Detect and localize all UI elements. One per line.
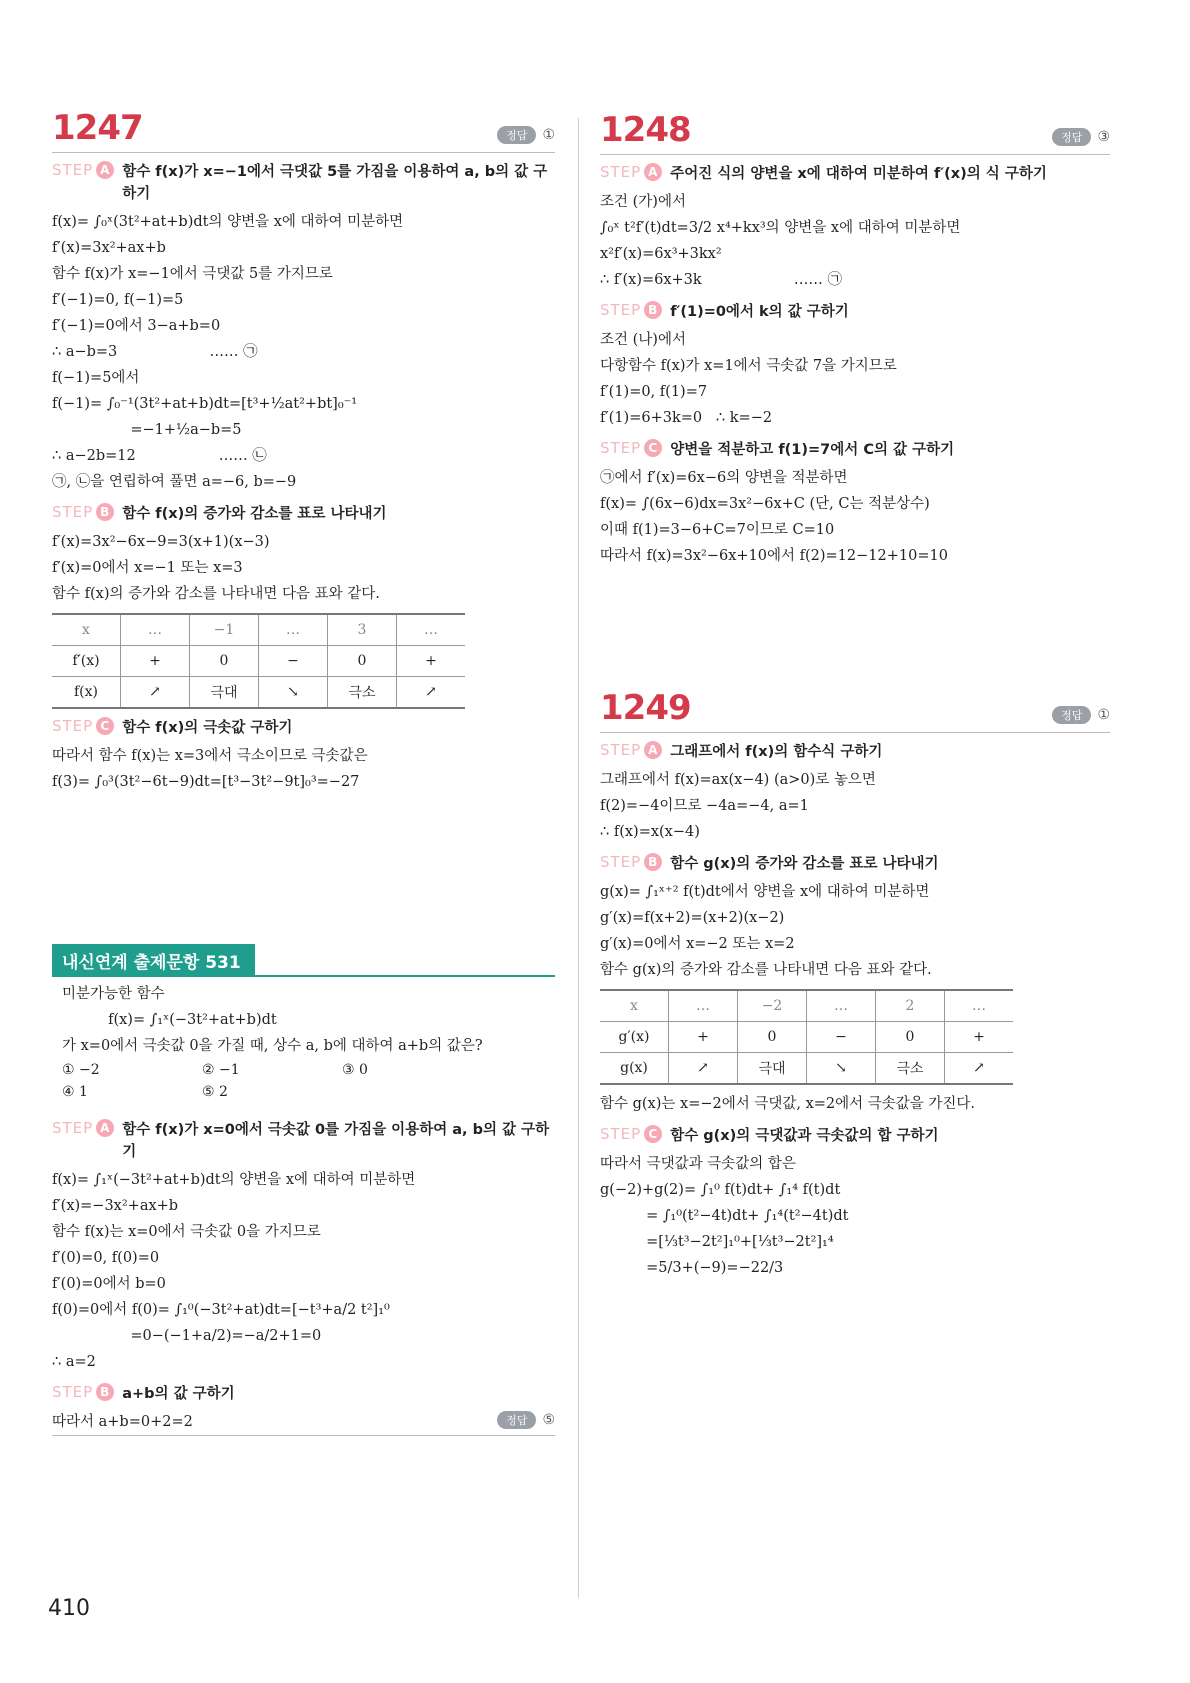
solution-line: 그래프에서 f(x)=ax(x−4) (a>0)로 놓으면 [600, 772, 876, 788]
table-row [52, 677, 465, 709]
step-a [600, 741, 1110, 763]
solution-line: f′(x)=0에서 x=−1 또는 x=3 [52, 560, 243, 576]
solution-line: =−1+½a−b=5 [52, 422, 242, 438]
solution-line: = ∫₁⁰(t²−4t)dt+ ∫₁⁴(t²−4t)dt [600, 1208, 849, 1224]
step-c-title: 함수 g(x)의 극댓값과 극솟값의 합 구하기 [670, 1128, 939, 1144]
solution-line: f(x)= ∫(6x−6)dx=3x²−6x+C (단, C는 적분상수) [600, 496, 930, 512]
table-cell: + [397, 646, 466, 677]
solution-line: ∴ f(x)=x(x−4) [600, 824, 700, 840]
step-b-title: f′(1)=0에서 k의 값 구하기 [670, 304, 849, 320]
solution-line: 따라서 f(x)=3x²−6x+10에서 f(2)=12−12+10=10 [600, 548, 948, 564]
step-c-tag: STEP C [600, 439, 662, 457]
table-cell: − [807, 1022, 876, 1053]
choice: ⑤ 2 [202, 1084, 228, 1100]
answer-value: ① [542, 127, 555, 143]
step-b [600, 301, 1110, 323]
problem-header [52, 108, 555, 153]
table-cell: 3 [328, 614, 397, 646]
table-cell: 극소 [876, 1053, 945, 1085]
question-line: f(x)= ∫₁ˣ(−3t²+at+b)dt [62, 1012, 277, 1028]
solution-line: f(2)=−4이므로 −4a=−4, a=1 [600, 798, 809, 814]
solution-line: f(0)=0에서 f(0)= ∫₁⁰(−3t²+at)dt=[−t³+a/2 t²]₁⁰ [52, 1302, 390, 1318]
table-cell: −1 [190, 614, 259, 646]
problem-number: 1249 [600, 688, 691, 728]
step-a [52, 161, 555, 205]
solution-line: 조건 (가)에서 [600, 194, 686, 210]
answer-value: ③ [1097, 129, 1110, 145]
solution-line: =5/3+(−9)=−22/3 [600, 1260, 784, 1276]
table-cell: g′(x) [600, 1022, 669, 1053]
answer-value: ⑤ [542, 1412, 555, 1428]
solution-line: 따라서 함수 f(x)는 x=3에서 극소이므로 극솟값은 [52, 748, 368, 764]
table-cell: 0 [328, 646, 397, 677]
solution-line: f′(−1)=0, f(−1)=5 [52, 292, 184, 308]
step-a-tag: STEP A [600, 163, 662, 181]
table-cell: … [669, 990, 738, 1022]
solution-line: f′(x)=3x²−6x−9=3(x+1)(x−3) [52, 534, 270, 550]
problem-1248 [600, 110, 1110, 569]
step-b-tag: STEP B [52, 1383, 114, 1401]
solution-line: ㉠에서 f′(x)=6x−6의 양변을 적분하면 [600, 470, 848, 486]
step-a-tag: STEP A [52, 161, 114, 179]
table-cell: … [807, 990, 876, 1022]
solution-line: 함수 f(x)가 x=−1에서 극댓값 5를 가지므로 [52, 266, 333, 282]
step-b-tag: STEP B [52, 503, 114, 521]
solution-line: g(x)= ∫₁ˣ⁺² f(t)dt에서 양변을 x에 대하여 미분하면 [600, 884, 930, 900]
solution-line: 함수 g(x)의 증가와 감소를 나타내면 다음 표와 같다. [600, 962, 932, 978]
table-cell: … [945, 990, 1014, 1022]
table-cell: ↘ [807, 1053, 876, 1085]
solution-line: g′(x)=f(x+2)=(x+2)(x−2) [600, 910, 785, 926]
answer-badge: 정답 [497, 126, 536, 144]
step-b-tag: STEP B [600, 853, 662, 871]
answer-choices [62, 1059, 555, 1103]
solution-line: f′(−1)=0에서 3−a+b=0 [52, 318, 221, 334]
step-b [52, 503, 555, 525]
table-cell: … [259, 614, 328, 646]
choice: ② −1 [202, 1062, 240, 1078]
solution-line: f(x)= ∫₀ˣ(3t²+at+b)dt의 양변을 x에 대하여 미분하면 [52, 214, 404, 230]
table-cell: x [52, 614, 121, 646]
solution-line: f′(1)=0, f(1)=7 [600, 384, 708, 400]
question-line: 가 x=0에서 극솟값 0을 가질 때, 상수 a, b에 대하여 a+b의 값은? [62, 1038, 483, 1054]
page-number: 410 [48, 1596, 90, 1621]
answer-badge: 정답 [497, 1411, 536, 1429]
related-banner [52, 944, 555, 977]
step-b-title: a+b의 값 구하기 [122, 1386, 235, 1402]
question-line: 미분가능한 함수 [62, 986, 165, 1002]
solution-line: f′(0)=0, f(0)=0 [52, 1250, 160, 1266]
table-cell: 2 [876, 990, 945, 1022]
solution-line: 함수 f(x)의 증가와 감소를 나타내면 다음 표와 같다. [52, 586, 380, 602]
solution-line: ∴ a=2 [52, 1354, 96, 1370]
solution-line: f(−1)=5에서 [52, 370, 140, 386]
solution-line: 이때 f(1)=3−6+C=7이므로 C=10 [600, 522, 835, 538]
solution-line: f(x)= ∫₁ˣ(−3t²+at+b)dt의 양변을 x에 대하여 미분하면 [52, 1172, 416, 1188]
problem-number: 1247 [52, 108, 143, 148]
table-cell: 0 [738, 1022, 807, 1053]
solution-line: ∴ a−b=3 …… ㉠ [52, 344, 258, 360]
answer-value: ① [1097, 707, 1110, 723]
solution-line: 다항함수 f(x)가 x=1에서 극솟값 7을 가지므로 [600, 358, 897, 374]
answer-badge: 정답 [1052, 128, 1091, 146]
step-a-title: 함수 f(x)가 x=−1에서 극댓값 5를 가짐을 이용하여 a, b의 값 구하기 [122, 164, 548, 202]
related-problem [52, 944, 555, 1436]
table-cell: 0 [876, 1022, 945, 1053]
solution-line: f(3)= ∫₀³(3t²−6t−9)dt=[t³−3t²−9t]₀³=−27 [52, 774, 360, 790]
increase-decrease-table [52, 613, 465, 709]
solution-line: 따라서 a+b=0+2=2 [52, 1414, 193, 1430]
table-cell: ↘ [259, 677, 328, 709]
solution-line: 조건 (나)에서 [600, 332, 686, 348]
answer-indicator [497, 126, 555, 144]
problem-header [600, 110, 1110, 155]
step-c-tag: STEP C [600, 1125, 662, 1143]
solution-line: f′(0)=0에서 b=0 [52, 1276, 166, 1292]
step-c [600, 1125, 1110, 1147]
table-cell: 극대 [738, 1053, 807, 1085]
choice: ③ 0 [342, 1062, 368, 1078]
choice: ① −2 [62, 1062, 100, 1078]
solution-line: =0−(−1+a/2)=−a/2+1=0 [52, 1328, 322, 1344]
step-a-title: 그래프에서 f(x)의 함수식 구하기 [670, 744, 883, 760]
table-cell: 극대 [190, 677, 259, 709]
problem-1247 [52, 108, 555, 795]
solution-line: 함수 g(x)는 x=−2에서 극댓값, x=2에서 극솟값을 가진다. [600, 1096, 976, 1112]
table-row [600, 990, 1013, 1022]
answer-indicator [1052, 128, 1110, 146]
column-divider [578, 118, 579, 1598]
table-cell: g(x) [600, 1053, 669, 1085]
step-a-title: 주어진 식의 양변을 x에 대하여 미분하여 f′(x)의 식 구하기 [670, 166, 1047, 182]
step-a-tag: STEP A [52, 1119, 114, 1137]
step-a-tag: STEP A [600, 741, 662, 759]
table-cell: ↗ [669, 1053, 738, 1085]
step-c-title: 양변을 적분하고 f(1)=7에서 C의 값 구하기 [670, 442, 955, 458]
step-c [600, 439, 1110, 461]
table-cell: f′(x) [52, 646, 121, 677]
step-c-tag: STEP C [52, 717, 114, 735]
step-b-title: 함수 f(x)의 증가와 감소를 표로 나타내기 [122, 506, 387, 522]
solution-line: x²f′(x)=6x³+3kx² [600, 246, 722, 262]
table-cell: f(x) [52, 677, 121, 709]
table-row [600, 1022, 1013, 1053]
table-cell: + [121, 646, 190, 677]
table-cell: … [397, 614, 466, 646]
solution-line: f(−1)= ∫₀⁻¹(3t²+at+b)dt=[t³+½at²+bt]₀⁻¹ [52, 396, 358, 412]
step-c-title: 함수 f(x)의 극솟값 구하기 [122, 720, 293, 736]
table-cell: + [669, 1022, 738, 1053]
answer-indicator [497, 1411, 555, 1429]
choice: ④ 1 [62, 1084, 88, 1100]
table-cell: ↗ [121, 677, 190, 709]
solution-line: 함수 f(x)는 x=0에서 극솟값 0을 가지므로 [52, 1224, 321, 1240]
solution-line: f′(x)=−3x²+ax+b [52, 1198, 179, 1214]
problem-1249 [600, 688, 1110, 1281]
step-a [600, 163, 1110, 185]
step-a [52, 1119, 555, 1163]
solution-line: ∫₀ˣ t²f′(t)dt=3/2 x⁴+kx³의 양변을 x에 대하여 미분하면 [600, 220, 961, 236]
step-a-title: 함수 f(x)가 x=0에서 극솟값 0를 가짐을 이용하여 a, b의 값 구하기 [122, 1122, 550, 1160]
table-row [52, 646, 465, 677]
table-cell: + [945, 1022, 1014, 1053]
solution-line: ∴ a−2b=12 …… ㉡ [52, 448, 267, 464]
table-cell: 극소 [328, 677, 397, 709]
table-row [600, 1053, 1013, 1085]
solution-line: f′(x)=3x²+ax+b [52, 240, 166, 256]
answer-badge: 정답 [1052, 706, 1091, 724]
step-b-tag: STEP B [600, 301, 662, 319]
step-b-title: 함수 g(x)의 증가와 감소를 표로 나타내기 [670, 856, 939, 872]
solution-line: g(−2)+g(2)= ∫₁⁰ f(t)dt+ ∫₁⁴ f(t)dt [600, 1182, 841, 1198]
problem-header [600, 688, 1110, 733]
solution-line: f′(1)=6+3k=0 ∴ k=−2 [600, 410, 773, 426]
step-b [52, 1383, 555, 1405]
table-cell: … [121, 614, 190, 646]
increase-decrease-table [600, 989, 1013, 1085]
step-b [600, 853, 1110, 875]
solution-line: g′(x)=0에서 x=−2 또는 x=2 [600, 936, 795, 952]
table-cell: ↗ [945, 1053, 1014, 1085]
problem-number: 1248 [600, 110, 691, 150]
step-c [52, 717, 555, 739]
table-cell: −2 [738, 990, 807, 1022]
solution-line: 따라서 극댓값과 극솟값의 합은 [600, 1156, 796, 1172]
table-cell: 0 [190, 646, 259, 677]
table-cell: − [259, 646, 328, 677]
solution-line: ∴ f′(x)=6x+3k …… ㉠ [600, 272, 842, 288]
solution-line: =[⅓t³−2t²]₁⁰+[⅓t³−2t²]₁⁴ [600, 1234, 834, 1250]
table-cell: ↗ [397, 677, 466, 709]
table-row [52, 614, 465, 646]
answer-indicator [1052, 706, 1110, 724]
banner-label: 내신연계 출제문항 531 [52, 944, 255, 977]
solution-line: ㉠, ㉡을 연립하여 풀면 a=−6, b=−9 [52, 474, 297, 490]
table-cell: x [600, 990, 669, 1022]
